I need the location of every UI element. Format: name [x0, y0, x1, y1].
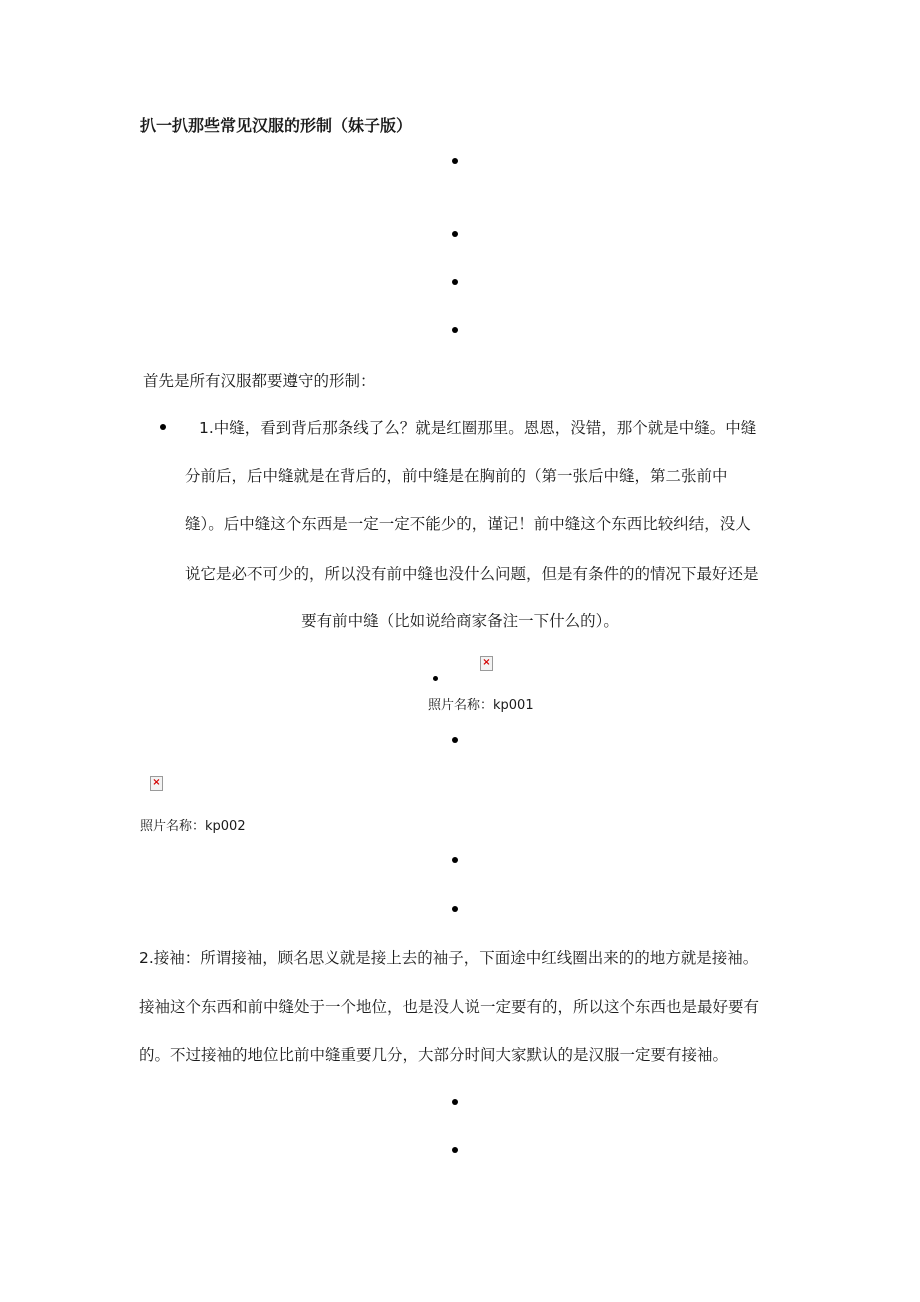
bullet-dot	[452, 279, 458, 285]
section1-line: 说它是必不可少的，所以没有前中缝也没什么问题，但是有条件的的情况下最好还是	[185, 565, 759, 583]
document-title: 扒一扒那些常见汉服的形制（妹子版）	[140, 116, 413, 135]
bullet-dot	[452, 737, 458, 743]
section2-line: 2.接袖：所谓接袖，顾名思义就是接上去的袖子，下面途中红线圈出来的的地方就是接袖。	[139, 949, 759, 967]
bullet-dot	[452, 1147, 458, 1153]
section1-line: 1.中缝，看到背后那条线了么？就是红圈那里。恩恩，没错，那个就是中缝。中缝	[199, 419, 757, 437]
section1-line: 要有前中缝（比如说给商家备注一下什么的）。	[301, 612, 619, 630]
image-caption: 照片名称：kp002	[140, 819, 246, 834]
section1-line: 缝）。后中缝这个东西是一定一定不能少的，谨记！前中缝这个东西比较纠结，没人	[185, 515, 751, 533]
bullet-dot	[452, 906, 458, 912]
broken-image-icon: ×	[480, 656, 493, 671]
bullet-dot	[452, 1099, 458, 1105]
section2-line: 的。不过接袖的地位比前中缝重要几分，大部分时间大家默认的是汉服一定要有接袖。	[139, 1046, 729, 1064]
section1-line: 分前后，后中缝就是在背后的，前中缝是在胸前的（第一张后中缝，第二张前中	[185, 467, 728, 485]
bullet-dot	[452, 158, 458, 164]
list-bullet	[160, 424, 166, 430]
bullet-dot	[452, 327, 458, 333]
image-caption: 照片名称：kp001	[428, 698, 534, 713]
bullet-dot	[433, 676, 438, 681]
broken-image-icon: ×	[150, 776, 163, 791]
section2-line: 接袖这个东西和前中缝处于一个地位，也是没人说一定要有的，所以这个东西也是最好要有	[139, 998, 760, 1016]
bullet-dot	[452, 231, 458, 237]
intro-paragraph: 首先是所有汉服都要遵守的形制：	[143, 372, 376, 390]
bullet-dot	[452, 857, 458, 863]
